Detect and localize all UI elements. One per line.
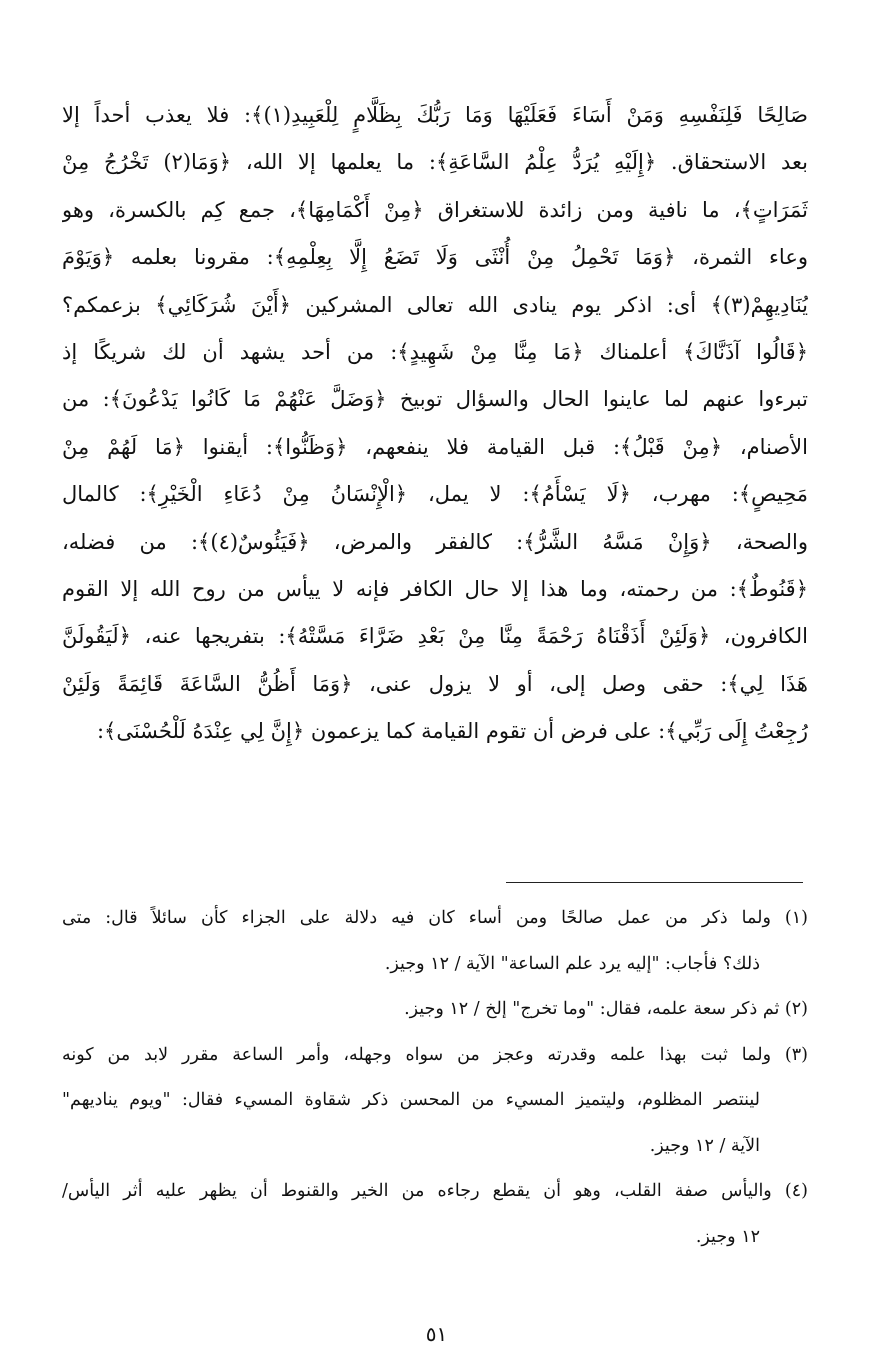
page-number: ٥١: [425, 1322, 448, 1346]
text-line: يُنَادِيهِمْ(٣)﴾ أى: اذكر يوم ينادى الله تعالى المشركين ﴿أَيْنَ شُرَكَائِي﴾ بزعمكم؟: [62, 292, 808, 317]
footnote-line: (٣) ولما ثبت بهذا علمه وقدرته وعجز من سواه وجهله، وأمر الساعة مقرر لابد من كونه: [62, 1044, 808, 1065]
text-line: هَذَا لِي﴾: حقى وصل إلى، أو لا يزول عنى، ﴿وَمَا أَظُنُّ السَّاعَةَ قَائِمَةً وَلَئِنْ: [62, 671, 808, 696]
footnote-line: ١٢ وجيز.: [695, 1226, 760, 1247]
text-line: بعد الاستحقاق. ﴿إِلَيْهِ يُرَدُّ عِلْمُ السَّاعَةِ﴾: ما يعلمها إلا الله، ﴿وَمَا(٢) تَخْرُجُ مِنْ: [62, 150, 808, 175]
main-text-block: [62, 92, 808, 755]
footnote-line: (٢) ثم ذكر سعة علمه، فقال: "وما تخرج" إلخ / ١٢ وجيز.: [404, 999, 808, 1019]
text-line: والصحة، ﴿وَإِنْ مَسَّهُ الشَّرُّ﴾: كالفقر والمرض، ﴿فَيَئُوسٌ(٤)﴾: من فضله،: [62, 529, 808, 554]
text-line: رُجِعْتُ إِلَى رَبِّي﴾: على فرض أن تقوم القيامة كما يزعمون ﴿إِنَّ لِي عِنْدَهُ لَلْحُسْنَى﴾:: [96, 719, 808, 744]
text-line: الكافرون، ﴿وَلَئِنْ أَذَقْنَاهُ رَحْمَةً مِنَّا مِنْ بَعْدِ ضَرَّاءَ مَسَّتْهُ﴾: بتفريجها عنه، ﴿لَيَقُولَنَّ: [62, 624, 808, 649]
footnote-divider: [506, 882, 803, 883]
footnotes-block: [62, 896, 808, 1260]
text-line: وعاء الثمرة، ﴿وَمَا تَحْمِلُ مِنْ أُنْثَى وَلَا تَضَعُ إِلَّا بِعِلْمِهِ﴾: مقرونا بعلمه ﴿وَيَوْمَ: [62, 245, 808, 270]
footnote-line: ذلك؟ فأجاب: "إليه يرد علم الساعة" الآية / ١٢ وجيز.: [384, 953, 760, 974]
text-line: ﴿قَالُوا آذَنَّاكَ﴾ أعلمناك ﴿مَا مِنَّا مِنْ شَهِيدٍ﴾: من أحد يشهد أن لك شريكًا إذ: [62, 339, 808, 364]
text-line: تبرءوا عنهم لما عاينوا الحال والسؤال توبيخ ﴿وَضَلَّ عَنْهُمْ مَا كَانُوا يَدْعُونَ﴾: من: [62, 387, 808, 412]
text-line: الأصنام، ﴿مِنْ قَبْلُ﴾: قبل القيامة فلا ينفعهم، ﴿وَظَنُّوا﴾: أيقنوا ﴿مَا لَهُمْ مِنْ: [62, 434, 808, 459]
footnote-line: (٤) واليأس صفة القلب، وهو أن يقطع رجاءه من الخير والقنوط أن يظهر عليه أثر اليأس/: [62, 1181, 808, 1201]
footnote-line: (١) ولما ذكر من عمل صالحًا ومن أساء كان فيه دلالة على الجزاء كأن سائلاً قال: متى: [62, 908, 808, 928]
footnote-line: لينتصر المظلوم، وليتميز المسيء من المحسن ذكر شقاوة المسيء فقال: "ويوم يناديهم": [62, 1090, 760, 1110]
footnote-line: الآية / ١٢ وجيز.: [649, 1135, 760, 1156]
text-line: ﴿قَنُوطٌ﴾: من رحمته، وما هذا إلا حال الكافر فإنه لا ييأس من روح الله إلا القوم: [62, 576, 808, 601]
text-line: ثَمَرَاتٍ﴾، ما نافية ومن زائدة للاستغراق ﴿مِنْ أَكْمَامِهَا﴾، جمع كِم بالكسرة، وهو: [62, 197, 808, 222]
text-line: مَحِيصٍ﴾: مهرب، ﴿لَا يَسْأَمُ﴾: لا يمل، ﴿الْإِنْسَانُ مِنْ دُعَاءِ الْخَيْرِ﴾: كالمال: [62, 482, 808, 507]
text-line: صَالِحًا فَلِنَفْسِهِ وَمَنْ أَسَاءَ فَعَلَيْهَا وَمَا رَبُّكَ بِظَلَّامٍ لِلْعَبِيدِ(١)﴾: فلا يعذب أحداً إلا: [62, 103, 808, 127]
